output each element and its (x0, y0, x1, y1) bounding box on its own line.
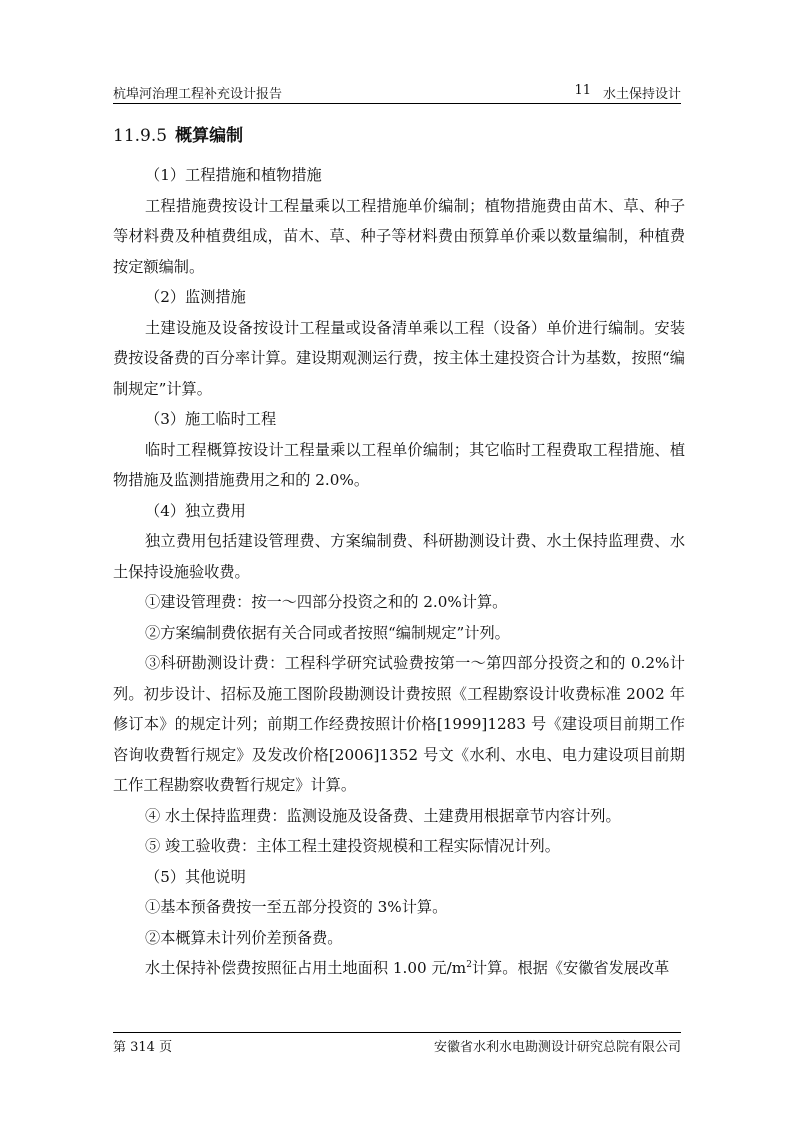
page-number: 第 314 页 (113, 1040, 173, 1055)
subheading-2: （2）监测措施 (145, 288, 246, 306)
report-title: 杭埠河治理工程补充设计报告 (113, 87, 283, 102)
page-footer (113, 1036, 681, 1055)
paragraph (113, 953, 685, 984)
paragraph-text: 水土保持补偿费按照征占用土地面积 1.00 元/m (145, 959, 467, 977)
footer-divider (113, 1032, 681, 1033)
list-item: ③科研勘测设计费：工程科学研究试验费按第一～第四部分投资之和的 0.2%计列。初步设计、招标及施工图阶段勘测设计费按照《工程勘察设计收费标准 2002 年修订本》的规定计列；前期工作经费按照计价格[1999]1283 号《建设项目前期工作咨询收费暂行规定》及发改价格[2006]1352 号文《水利、水电、电力建设项目前期工作工程勘察收费暂行规定》计算。 (113, 654, 685, 794)
section-number: 11.9.5 (113, 126, 168, 146)
list-item: ①建设管理费：按一～四部分投资之和的 2.0%计算。 (145, 593, 508, 611)
chapter-heading (574, 83, 681, 102)
list-item: ④ 水土保持监理费：监测设施及设备费、土建费用根据章节内容计列。 (145, 806, 621, 825)
subheading-1: （1）工程措施和植物措施 (145, 166, 322, 184)
section-title: 概算编制 (175, 126, 244, 146)
list-item: ②方案编制费依据有关合同或者按照“编制规定”计列。 (145, 623, 510, 642)
subheading-5: （5）其他说明 (145, 867, 246, 886)
paragraph: 临时工程概算按设计工程量乘以工程单价编制；其它临时工程费取工程措施、植物措施及监测措施费用之和的 2.0%。 (113, 440, 685, 489)
paragraph: 土建设施及设备按设计工程量或设备清单乘以工程（设备）单价进行编制。安装费按设备费的百分率计算。建设期观测运行费，按主体土建投资合计为基数，按照“编制规定”计算。 (113, 318, 685, 398)
superscript: 2 (466, 959, 472, 970)
paragraph: 工程措施费按设计工程量乘以工程措施单价编制；植物措施费由苗木、草、种子等材料费及种植费组成，苗木、草、种子等材料费由预算单价乘以数量编制，种植费按定额编制。 (113, 196, 685, 276)
chapter-title: 水土保持设计 (602, 87, 681, 102)
list-item: ⑤ 竣工验收费：主体工程土建投资规模和工程实际情况计列。 (145, 837, 560, 855)
list-item: ①基本预备费按一至五部分投资的 3%计算。 (145, 898, 448, 916)
list-item: ②本概算未计列价差预备费。 (145, 928, 343, 947)
subheading-4: （4）独立费用 (145, 501, 246, 520)
subheading-3: （3）施工临时工程 (145, 410, 277, 428)
section-heading (113, 121, 243, 146)
chapter-number: 11 (574, 83, 591, 98)
body-text (113, 160, 685, 984)
header-divider (113, 103, 681, 104)
paragraph-text: 计算。根据《安徽省发展改革 (471, 959, 670, 977)
paragraph: 独立费用包括建设管理费、方案编制费、科研勘测设计费、水土保持监理费、水土保持设施验收费。 (113, 532, 685, 581)
page-header (113, 80, 681, 102)
organization: 安徽省水利水电勘测设计研究总院有限公司 (433, 1040, 681, 1055)
